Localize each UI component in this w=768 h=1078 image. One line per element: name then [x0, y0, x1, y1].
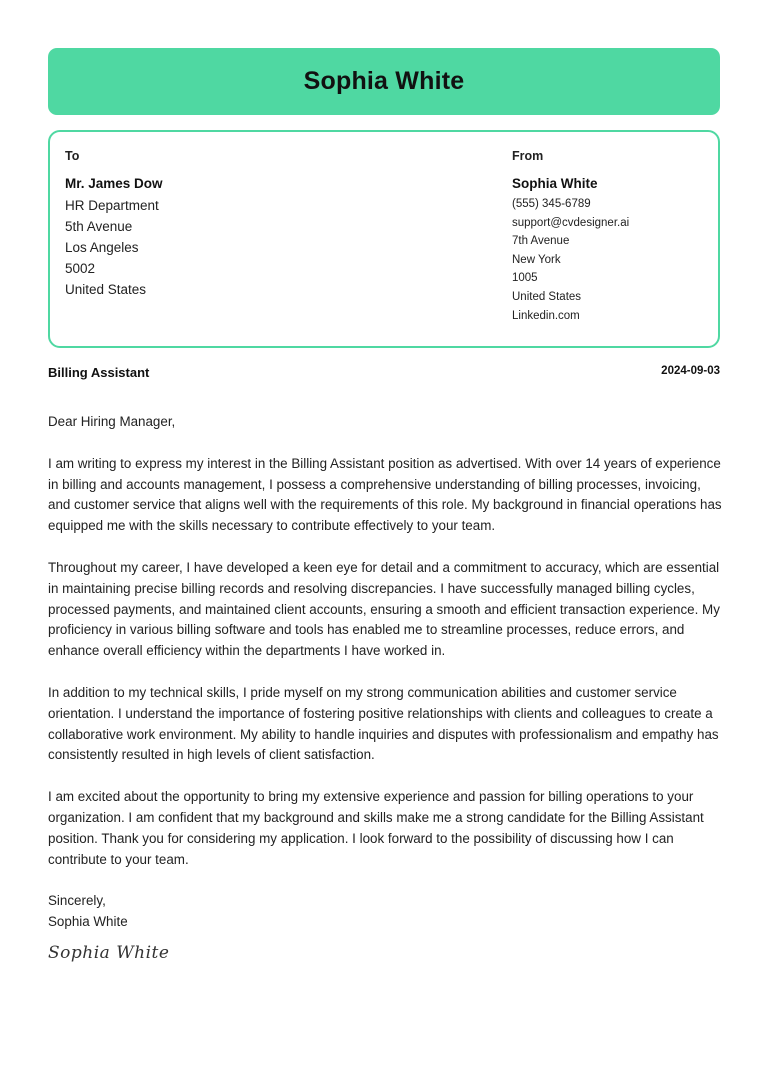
salutation: Dear Hiring Manager, [48, 414, 176, 429]
job-title: Billing Assistant [48, 365, 150, 380]
body-paragraph: I am writing to express my interest in the Billing Assistant position as advertised. With over 14 years of experience in billing and accounts management, I possess a comprehensive understanding of billing processes, invoicing, and customer service that aligns well with the requirements of this role. My background in financial operations has equipped me with the skills necessary to contribute effectively to your team. [48, 455, 722, 534]
sender-line: United States [512, 290, 582, 303]
sender-name: Sophia White [512, 176, 598, 191]
recipient-line: 5002 [65, 261, 96, 276]
recipient-line: 5th Avenue [65, 219, 133, 234]
sender-line: 1005 [512, 272, 538, 285]
closing: Sincerely, [48, 893, 106, 909]
sender-email: support@cvdesigner.ai [512, 216, 630, 229]
body-paragraph: I am excited about the opportunity to bring my extensive experience and passion for billing operations to your organization. I am confident that my background and skills make me a strong candidate for the Billing Assistant position. Thank you for considering my application. I look forward to the possibility of discussing how I can contribute to your team. [48, 789, 704, 867]
sender-label: From [512, 149, 544, 163]
signature: Sophia White [48, 942, 170, 963]
recipient-block [65, 149, 163, 300]
recipient-line: Los Angeles [65, 240, 139, 255]
sender-linkedin: Linkedin.com [512, 309, 580, 322]
body-paragraph: Throughout my career, I have developed a keen eye for detail and a commitment to accuracy, which are essential in maintaining precise billing records and resolving discrepancies. I have successfully managed billing cycles, processed payments, and maintained client accounts, ensuring a smooth and efficient transaction experience. My proficiency in various billing software and tools has enabled me to streamline processes, reduce errors, and enhance overall efficiency within the departments I have worked in. [48, 559, 720, 659]
address-box [48, 130, 720, 348]
body-paragraph: In addition to my technical skills, I pride myself on my strong communication abilities and customer service orientation. I understand the importance of fostering positive relationships with clients and colleagues to create a collaborative work environment. My ability to handle inquiries and disputes with professionalism and empathy has consistently resulted in high levels of client satisfaction. [48, 684, 719, 763]
recipient-label: To [65, 149, 80, 163]
recipient-name: Mr. James Dow [65, 176, 163, 191]
sender-phone: (555) 345-6789 [512, 198, 591, 210]
recipient-line: United States [65, 282, 147, 297]
recipient-line: HR Department [65, 198, 159, 213]
letter-body [48, 412, 724, 964]
applicant-name: Sophia White [303, 67, 465, 95]
header-banner [48, 48, 720, 115]
sender-line: New York [512, 253, 561, 266]
sender-line: 7th Avenue [512, 235, 570, 248]
letter-meta [48, 365, 720, 383]
closing-name: Sophia White [48, 914, 128, 930]
letter-date: 2024-09-03 [661, 365, 720, 377]
sender-block [512, 149, 629, 325]
